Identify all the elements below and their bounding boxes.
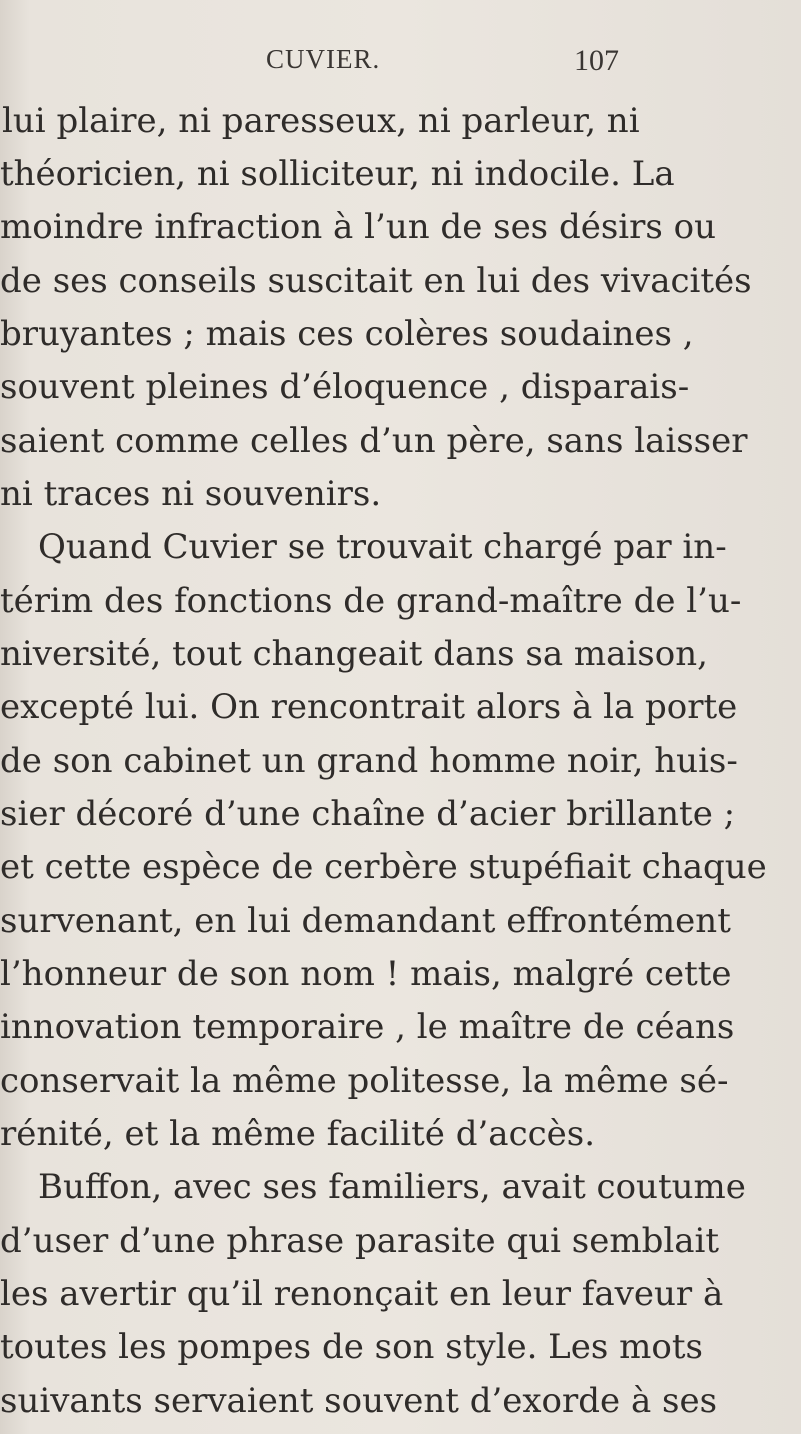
- text-line: théoricien, ni solliciteur, ni indocile. La: [0, 154, 675, 194]
- text-line: de son cabinet un grand homme noir, huis-: [0, 741, 738, 781]
- paragraph-start-line: Quand Cuvier se trouvait chargé par in-: [38, 527, 727, 567]
- text-line: térim des fonctions de grand-maître de l’u-: [0, 581, 742, 621]
- text-line: suivants servaient souvent d’exorde à ses: [0, 1381, 718, 1421]
- text-line: excepté lui. On rencontrait alors à la porte: [0, 687, 738, 727]
- page-header: [0, 44, 801, 84]
- page-number: 107: [574, 44, 619, 77]
- text-line: toutes les pompes de son style. Les mots: [0, 1327, 703, 1367]
- text-line: conservait la même politesse, la même sé-: [0, 1061, 729, 1101]
- text-line: sier décoré d’une chaîne d’acier brillante ;: [0, 794, 736, 834]
- running-title: CUVIER.: [266, 44, 381, 74]
- text-line: bruyantes ; mais ces colères soudaines ,: [0, 314, 694, 354]
- paragraph-start-line: Buffon, avec ses familiers, avait coutume: [38, 1167, 746, 1207]
- text-line: les avertir qu’il renonçait en leur faveur à: [0, 1274, 724, 1314]
- text-line: souvent pleines d’éloquence , disparais-: [0, 367, 690, 407]
- text-line: l’honneur de son nom ! mais, malgré cette: [0, 954, 732, 994]
- text-line: saient comme celles d’un père, sans laisser: [0, 421, 748, 461]
- text-line: ni traces ni souvenirs.: [0, 474, 382, 514]
- text-line: niversité, tout changeait dans sa maison,: [0, 634, 708, 674]
- text-line: et cette espèce de cerbère stupéfiait chaque: [0, 847, 767, 887]
- text-line: innovation temporaire , le maître de céans: [0, 1007, 735, 1047]
- text-line: d’user d’une phrase parasite qui semblait: [0, 1221, 720, 1261]
- text-line: survenant, en lui demandant effrontément: [0, 901, 731, 941]
- text-line: lui plaire, ni paresseux, ni parleur, ni: [2, 101, 640, 141]
- text-line: rénité, et la même facilité d’accès.: [0, 1114, 596, 1154]
- text-line: de ses conseils suscitait en lui des vivacités: [0, 261, 752, 301]
- text-line: moindre infraction à l’un de ses désirs ou: [0, 207, 717, 247]
